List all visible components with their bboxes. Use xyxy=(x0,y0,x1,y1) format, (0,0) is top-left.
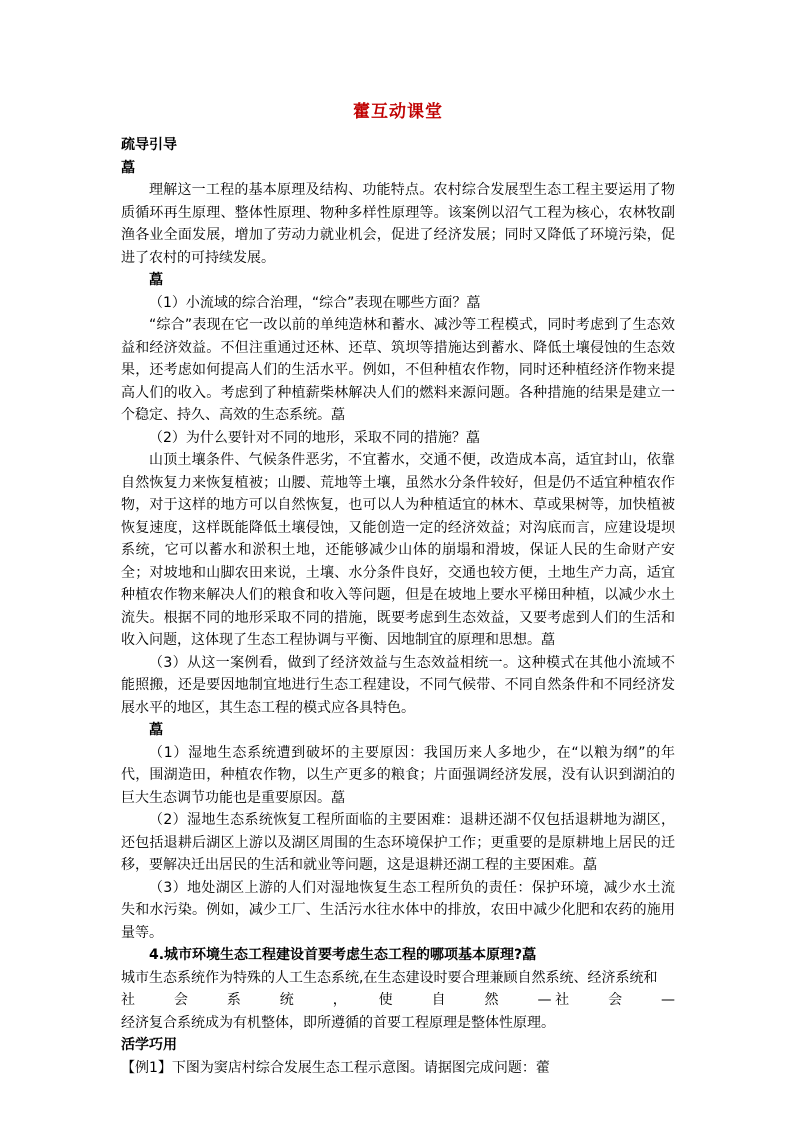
section-heading-apply: 活学巧用 xyxy=(121,1037,177,1053)
answer-4-line-1: 城市生态系统作为特殊的人工生态系统,在生态建设时要合理兼顾自然系统、经济系统和 xyxy=(121,969,658,986)
section-heading-guide: 疏导引导 xyxy=(121,137,177,153)
answer-4-line-3: 经济复合系统成为有机整体，即所遵循的首要工程原理是整体性原理。 xyxy=(121,1014,555,1031)
marker-glyph: 藠 xyxy=(149,272,163,288)
example-1: 【例1】下图为窦店村综合发展生态工程示意图。请据图完成问题：藿 xyxy=(121,1059,550,1076)
marker-glyph: 藠 xyxy=(149,722,163,738)
question-3: （3）从这一案例看，做到了经济效益与生态效益相统一。这种模式在其他小流域不能照搬，还是要因地制宜地进行生态工程建设，不同气候带、不同自然条件和不同经济发展水平的地区，其生态工程的模式应各具特色。 xyxy=(121,654,675,716)
question-2: （2）为什么要针对不同的地形，采取不同的措施？藠 xyxy=(149,429,480,446)
paragraph-intro: 理解这一工程的基本原理及结构、功能特点。农村综合发展型生态工程主要运用了物质循环再生原理、整体性原理、物种多样性原理等。该案例以沼气工程为核心，农林牧副渔各业全面发展，增加了劳动力就业机会，促进了经济发展；同时又降低了环境污染，促进了农村的可持续发展。 xyxy=(121,182,675,266)
answer-1: “综合”表现在它一改以前的单纯造林和蓄水、减沙等工程模式，同时考虑到了生态效益和经济效益。不但注重通过还林、还草、筑坝等措施达到蓄水、降低土壤侵蚀的生态效果，还考虑如何提高人们的生活水平。例如，不但种植农作物，同时还种植经济作物来提高人们的收入。考虑到了种植薪柴林解决人们的燃料来源问题。各种措施的结果是建立一个稳定、持久、高效的生态系统。藠 xyxy=(121,317,675,423)
wetland-point-1: （1）湿地生态系统遭到破坏的主要原因：我国历来人多地少，在“以粮为纲”的年代，围湖造田，种植农作物，以生产更多的粮食；片面强调经济发展，没有认识到湖泊的巨大生态调节功能也是重要原因。藠 xyxy=(121,744,675,806)
marker-glyph: 藠 xyxy=(121,159,135,176)
answer-2: 山顶土壤条件、气候条件恶劣，不宜蓄水，交通不便，改造成本高，适宜封山，依靠自然恢复力来恢复植被；山腰、荒地等土壤，虽然水分条件较好，但是仍不适宜种植农作物，对于这样的地方可以自然恢复，也可以人为种植适宜的林木、草或果树等，加快植被恢复速度，这样既能降低土壤侵蚀，又能创造一定的经济效益；对沟底而言，应建设堤坝系统，它可以蓄水和淤积土地，还能够减少山体的崩塌和滑坡，保证人民的生命财产安全；对坡地和山脚农田来说，土壤、水分条件良好，交通也较方便，土地生产力高，适宜种植农作物来解决人们的粮食和收入等问题，但是在坡地上要水平梯田种植，以减少水土流失。根据不同的地形采取不同的措施，既要考虑到生态效益，又要考虑到人们的生活和收入问题，这体现了生态工程协调与平衡、因地制宜的原理和思想。藠 xyxy=(121,452,675,648)
wetland-point-3: （3）地处湖区上游的人们对湿地恢复生态工程所负的责任：保护环境，减少水土流失和水污染。例如，减少工厂、生活污水往水体中的排放，农田中减少化肥和农药的施用量等。 xyxy=(121,879,675,941)
document-page xyxy=(121,100,675,1079)
wetland-point-2: （2）湿地生态系统恢复工程所面临的主要困难：退耕还湖不仅包括退耕地为湖区，还包括退耕后湖区上游以及湖区周围的生态环境保护工作；更重要的是原耕地上居民的迁移，要解决迁出居民的生活和就业等问题，这是退耕还湖工程的主要困难。藠 xyxy=(121,812,675,873)
question-4: 4.城市环境生态工程建设首要考虑生态工程的哪项基本原理?藠 xyxy=(149,947,537,963)
answer-4-line-2: 社 会 系 统 ， 使 自 然 —社 会 — xyxy=(121,992,675,1008)
question-1: （1）小流域的综合治理，“综合”表现在哪些方面？藠 xyxy=(149,294,481,311)
page-title: 藿互动课堂 xyxy=(353,102,443,122)
